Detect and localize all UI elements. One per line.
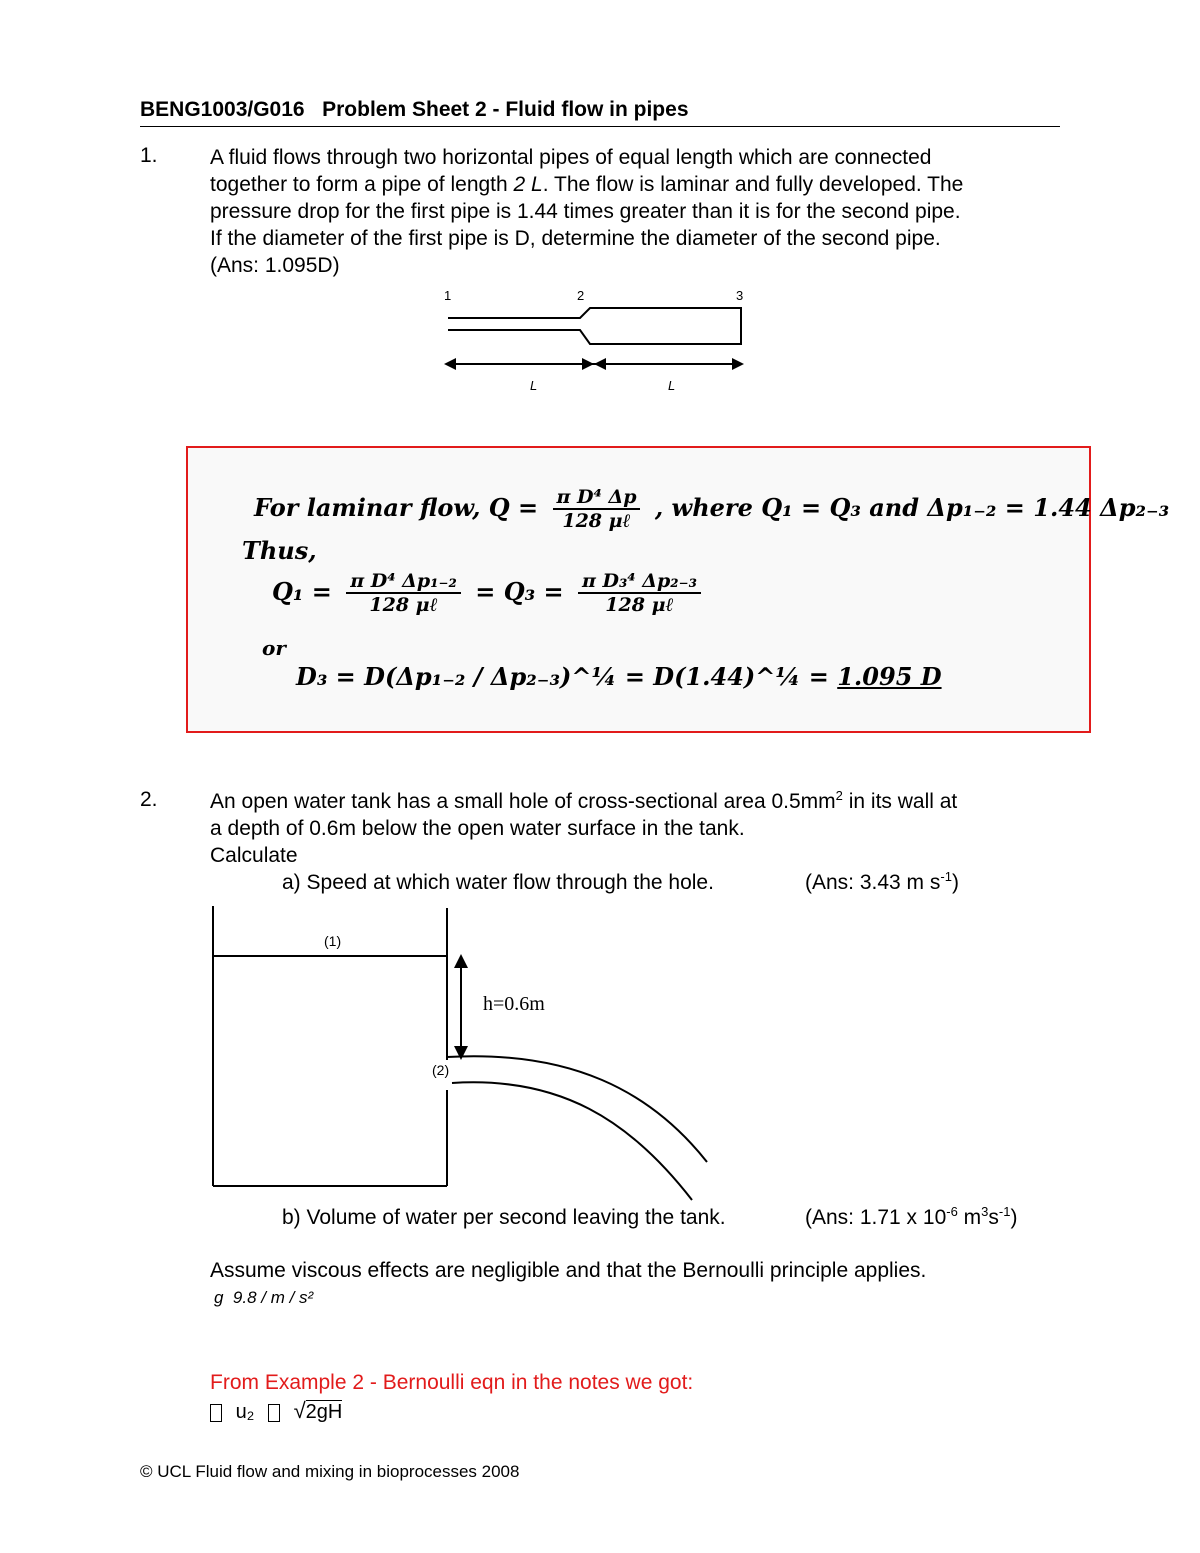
pipe-outline xyxy=(448,308,741,344)
point1-label: (1) xyxy=(324,933,342,949)
formula-lhs: u₂ xyxy=(235,1401,255,1423)
q1-number: 1. xyxy=(140,144,158,167)
red-note: From Example 2 - Bernoulli eqn in the notes we got: xyxy=(210,1371,694,1394)
footer-copyright: © UCL Fluid flow and mixing in bioprocesses 2008 xyxy=(140,1462,520,1481)
q1-text xyxy=(210,144,963,279)
solution-line3: D₃ = D(Δp₁₋₂ / Δp₂₋₃)^¼ = D(1.44)^¼ = 1.095 D xyxy=(296,662,942,691)
gravity-value: g 9.8 / m / s² xyxy=(214,1288,314,1307)
pipe-label-1: 1 xyxy=(444,288,452,303)
jet-lower-curve xyxy=(452,1082,692,1200)
arrow-left-icon xyxy=(444,358,456,370)
length-label-b: L xyxy=(668,378,676,393)
q2-assumption: Assume viscous effects are negligible and that the Bernoulli principle applies. xyxy=(210,1259,927,1282)
page-header xyxy=(140,98,1060,127)
q2-line3: Calculate xyxy=(210,844,298,867)
missing-glyph-icon xyxy=(210,1404,222,1422)
q1-length-var: 2 L xyxy=(513,173,543,196)
solution-line1: For laminar flow, Q = π D⁴ Δp 128 μℓ , where Q₁ = Q₃ and Δp₁₋₂ = 1.44 Δp₂₋₃ xyxy=(254,486,1170,532)
q2-part-a: a) Speed at which water flow through the hole. xyxy=(282,871,714,894)
q2-line1: An open water tank has a small hole of cross-sectional area $0.5mm^2$ in its wall at xyxy=(210,788,958,813)
q1-line3: pressure drop for the first pipe is 1.44 times greater than it is for the second pipe. xyxy=(210,200,961,223)
solution-line2: Q₁ = π D⁴ Δp₁₋₂ 128 μℓ = Q₃ = π D₃⁴ Δp₂₋₃ 128 μℓ xyxy=(272,570,707,617)
q2-part-a-answer: (Ans: 3.43 m $s^{-1}$) xyxy=(805,869,959,894)
q2-number: 2. xyxy=(140,788,158,811)
formula-rhs: 2gH xyxy=(305,1401,343,1423)
q2-part-b-answer: (Ans: 1.71 x $10^{-6}$ $m^3s^{-1}$) xyxy=(805,1204,1018,1229)
q2-line2: a depth of 0.6m below the open water surface in the tank. xyxy=(210,817,745,840)
solution-or: or xyxy=(262,636,286,660)
jet-upper-curve xyxy=(447,1056,707,1162)
frac-laminar: π D⁴ Δp 128 μℓ xyxy=(553,486,641,533)
length-label-a: L xyxy=(530,378,538,393)
q1-line1: A fluid flows through two horizontal pipes of equal length which are connected xyxy=(210,146,932,169)
pipe-label-2: 2 xyxy=(577,288,585,303)
frac-q1: π D⁴ Δp₁₋₂ 128 μℓ xyxy=(346,570,461,617)
arrow-down-icon xyxy=(454,1046,468,1060)
frac-q3: π D₃⁴ Δp₂₋₃ 128 μℓ xyxy=(578,570,701,617)
arrow-mid-right-icon xyxy=(582,358,594,370)
q1-line4: If the diameter of the first pipe is D, determine the diameter of the second pipe. xyxy=(210,227,941,250)
solution-thus: Thus, xyxy=(242,536,317,565)
q2-text xyxy=(210,788,957,869)
velocity-formula xyxy=(210,1398,342,1424)
pipe-diagram xyxy=(430,282,760,402)
solution-box xyxy=(186,446,1170,733)
tank-diagram xyxy=(200,900,720,1205)
solution-result: 1.095 D xyxy=(837,662,942,691)
point2-label: (2) xyxy=(432,1062,450,1078)
arrow-up-icon xyxy=(454,954,468,968)
missing-glyph-icon-2 xyxy=(268,1404,280,1422)
pipe-label-3: 3 xyxy=(736,288,744,303)
sqrt-icon: √ xyxy=(293,1398,306,1423)
arrow-right-icon xyxy=(732,358,744,370)
arrow-mid-left-icon xyxy=(594,358,606,370)
course-code: BENG1003/G016 xyxy=(140,98,305,121)
q1-line2: together to form a pipe of length 2 L. The flow is laminar and fully developed. The xyxy=(210,173,964,196)
page-title: Problem Sheet 2 - Fluid flow in pipes xyxy=(322,98,689,121)
q1-answer: (Ans: 1.095D) xyxy=(210,254,340,277)
height-label: h=0.6m xyxy=(483,993,545,1015)
q2-part-b: b) Volume of water per second leaving the tank. xyxy=(282,1206,726,1229)
